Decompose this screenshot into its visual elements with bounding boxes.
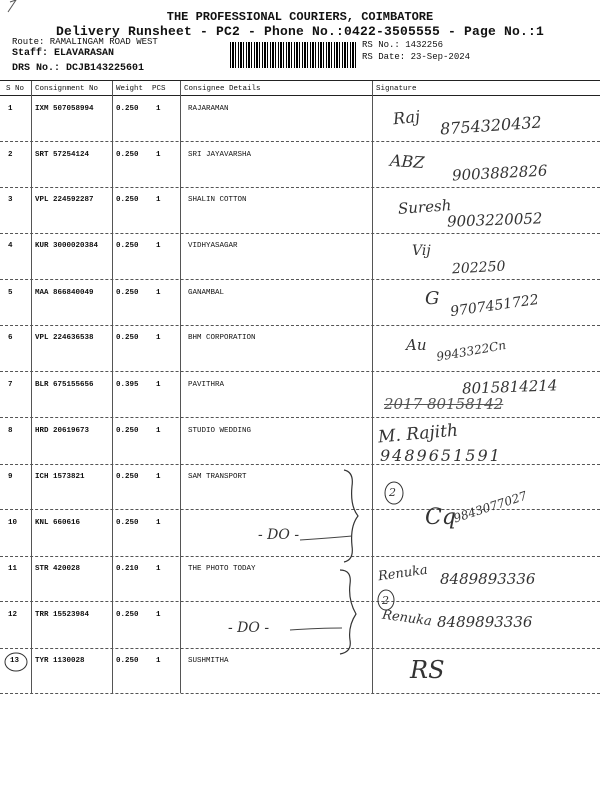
ditto-mark: - DO - [228,620,270,636]
brace-mark [340,570,356,654]
signature-phone: 9003882826 [451,161,548,185]
row-consignment: TYR 1130028 [35,657,85,665]
circle-mark [378,590,394,610]
staff-label: Staff: ELAVARASAN [12,48,115,59]
row-weight: 0.250 [116,427,139,435]
row-consignee: SUSHMITHA [188,657,229,665]
row-weight: 0.250 [116,473,139,481]
row-weight: 0.250 [116,196,139,204]
row-consignment: HRD 20619673 [35,427,90,435]
row-weight: 0.250 [116,334,139,342]
row-consignee: RAJARAMAN [188,105,229,113]
row-consignment: SRT 57254124 [35,151,90,159]
row-consignee: SAM TRANSPORT [188,473,247,481]
signature-phone: 9003220052 [446,209,543,231]
row-sno: 4 [8,242,13,250]
row-sno: 2 [8,151,13,159]
brace-mark [344,470,358,562]
header-signature: Signature [376,85,417,93]
signature-name: Renuka [381,607,433,630]
row-consignment: TRR 15523984 [35,611,90,619]
header-consignee: Consignee Details [184,85,261,93]
pointer-mark [290,628,342,630]
signature-phone: 9943322Cn [435,337,508,365]
row-sno: 7 [8,381,13,389]
row-consignee: THE PHOTO TODAY [188,565,256,573]
row-consignee: SHALIN COTTON [188,196,247,204]
signature-name: G [425,288,440,309]
row-weight: 0.250 [116,151,139,159]
row-consignment: MAA 866840049 [35,289,94,297]
row-consignment: BLR 675155656 [35,381,94,389]
row-weight: 0.250 [116,105,139,113]
row-consignment: VPL 224636538 [35,334,94,342]
signature-phone: 8489893336 [440,570,536,588]
header-sno: S No [6,85,25,93]
signature-name: Suresh [397,196,452,218]
row-pcs: 1 [156,105,161,113]
row-sno: 11 [8,565,18,573]
header-weight: Weight [116,85,144,93]
header-consignment: Consignment No [35,85,99,93]
row-weight: 0.210 [116,565,139,573]
struck-signature: 2017 80158142 [384,395,504,413]
pointer-mark [300,536,352,540]
runsheet-title: Delivery Runsheet - PC2 - Phone No.:0422-3505555 - Page No.:1 [55,24,545,39]
signature-name: ABZ [389,150,426,173]
signature-name: Vij [412,243,431,259]
row-sno: 10 [8,519,18,527]
row-pcs: 1 [156,427,161,435]
signature-phone: 8754320432 [439,112,543,139]
row-pcs: 1 [156,289,161,297]
row-pcs: 1 [156,519,161,527]
signature-name: Raj [392,106,421,129]
row-pcs: 1 [156,657,161,665]
circle-mark [385,482,403,504]
row-sno: 13 [10,657,20,665]
row-consignment: VPL 224592287 [35,196,94,204]
rs-date: RS Date: 23-Sep-2024 [362,52,471,62]
signature-name: Au [406,336,427,354]
row-sno: 3 [8,196,13,204]
signature-name: Cq [425,505,456,530]
row-consignee: SRI JAYAVARSHA [188,151,252,159]
row-pcs: 1 [156,565,161,573]
row-pcs: 1 [156,196,161,204]
header-pcs: PCS [152,85,166,93]
row-sno: 9 [8,473,13,481]
rs-number: RS No.: 1432256 [362,40,444,50]
row-consignee: GANAMBAL [188,289,225,297]
count-annotation: 2 [389,486,396,499]
count-annotation: 2 [382,594,389,607]
row-consignment: KUR 3000020384 [35,242,99,250]
signature-name: M. Rajith [377,420,459,448]
row-consignment: STR 420028 [35,565,81,573]
signature-phone: 9707451722 [449,291,540,321]
circle-mark [5,653,27,671]
ditto-mark: - DO - [258,527,300,543]
row-sno: 6 [8,334,13,342]
row-sno: 8 [8,427,13,435]
signature-phone: 8489893336 [437,613,533,631]
row-weight: 0.250 [116,242,139,250]
signature-name: Renuka [377,562,429,585]
row-consignee: PAVITHRA [188,381,225,389]
signature-phone: 8015814214 [461,376,558,398]
row-pcs: 1 [156,611,161,619]
row-pcs: 1 [156,242,161,250]
row-consignee: BHM CORPORATION [188,334,256,342]
row-pcs: 1 [156,334,161,342]
signature-name: RS [410,656,445,684]
row-sno: 12 [8,611,18,619]
row-consignee: STUDIO WEDDING [188,427,252,435]
row-pcs: 1 [156,381,161,389]
corner-scribble [8,0,16,12]
route-label: Route: RAMALINGAM ROAD WEST [12,37,158,47]
drs-label: DRS No.: DCJB143225601 [12,63,145,74]
signature-phone: 9489651591 [380,446,502,465]
row-consignment: ICH 1573821 [35,473,85,481]
row-sno: 5 [8,289,13,297]
row-weight: 0.250 [116,657,139,665]
row-sno: 1 [8,105,13,113]
row-weight: 0.250 [116,289,139,297]
row-consignee: VIDHYASAGAR [188,242,238,250]
row-weight: 0.395 [116,381,139,389]
signature-phone: 202250 [451,258,506,278]
row-pcs: 1 [156,151,161,159]
row-consignment: KNL 660616 [35,519,81,527]
row-consignment: IXM 507058994 [35,105,94,113]
company-title: THE PROFESSIONAL COURIERS, COIMBATORE [166,10,434,24]
row-pcs: 1 [156,473,161,481]
row-weight: 0.250 [116,611,139,619]
row-weight: 0.250 [116,519,139,527]
signature-phone: 9843077027 [451,488,529,526]
